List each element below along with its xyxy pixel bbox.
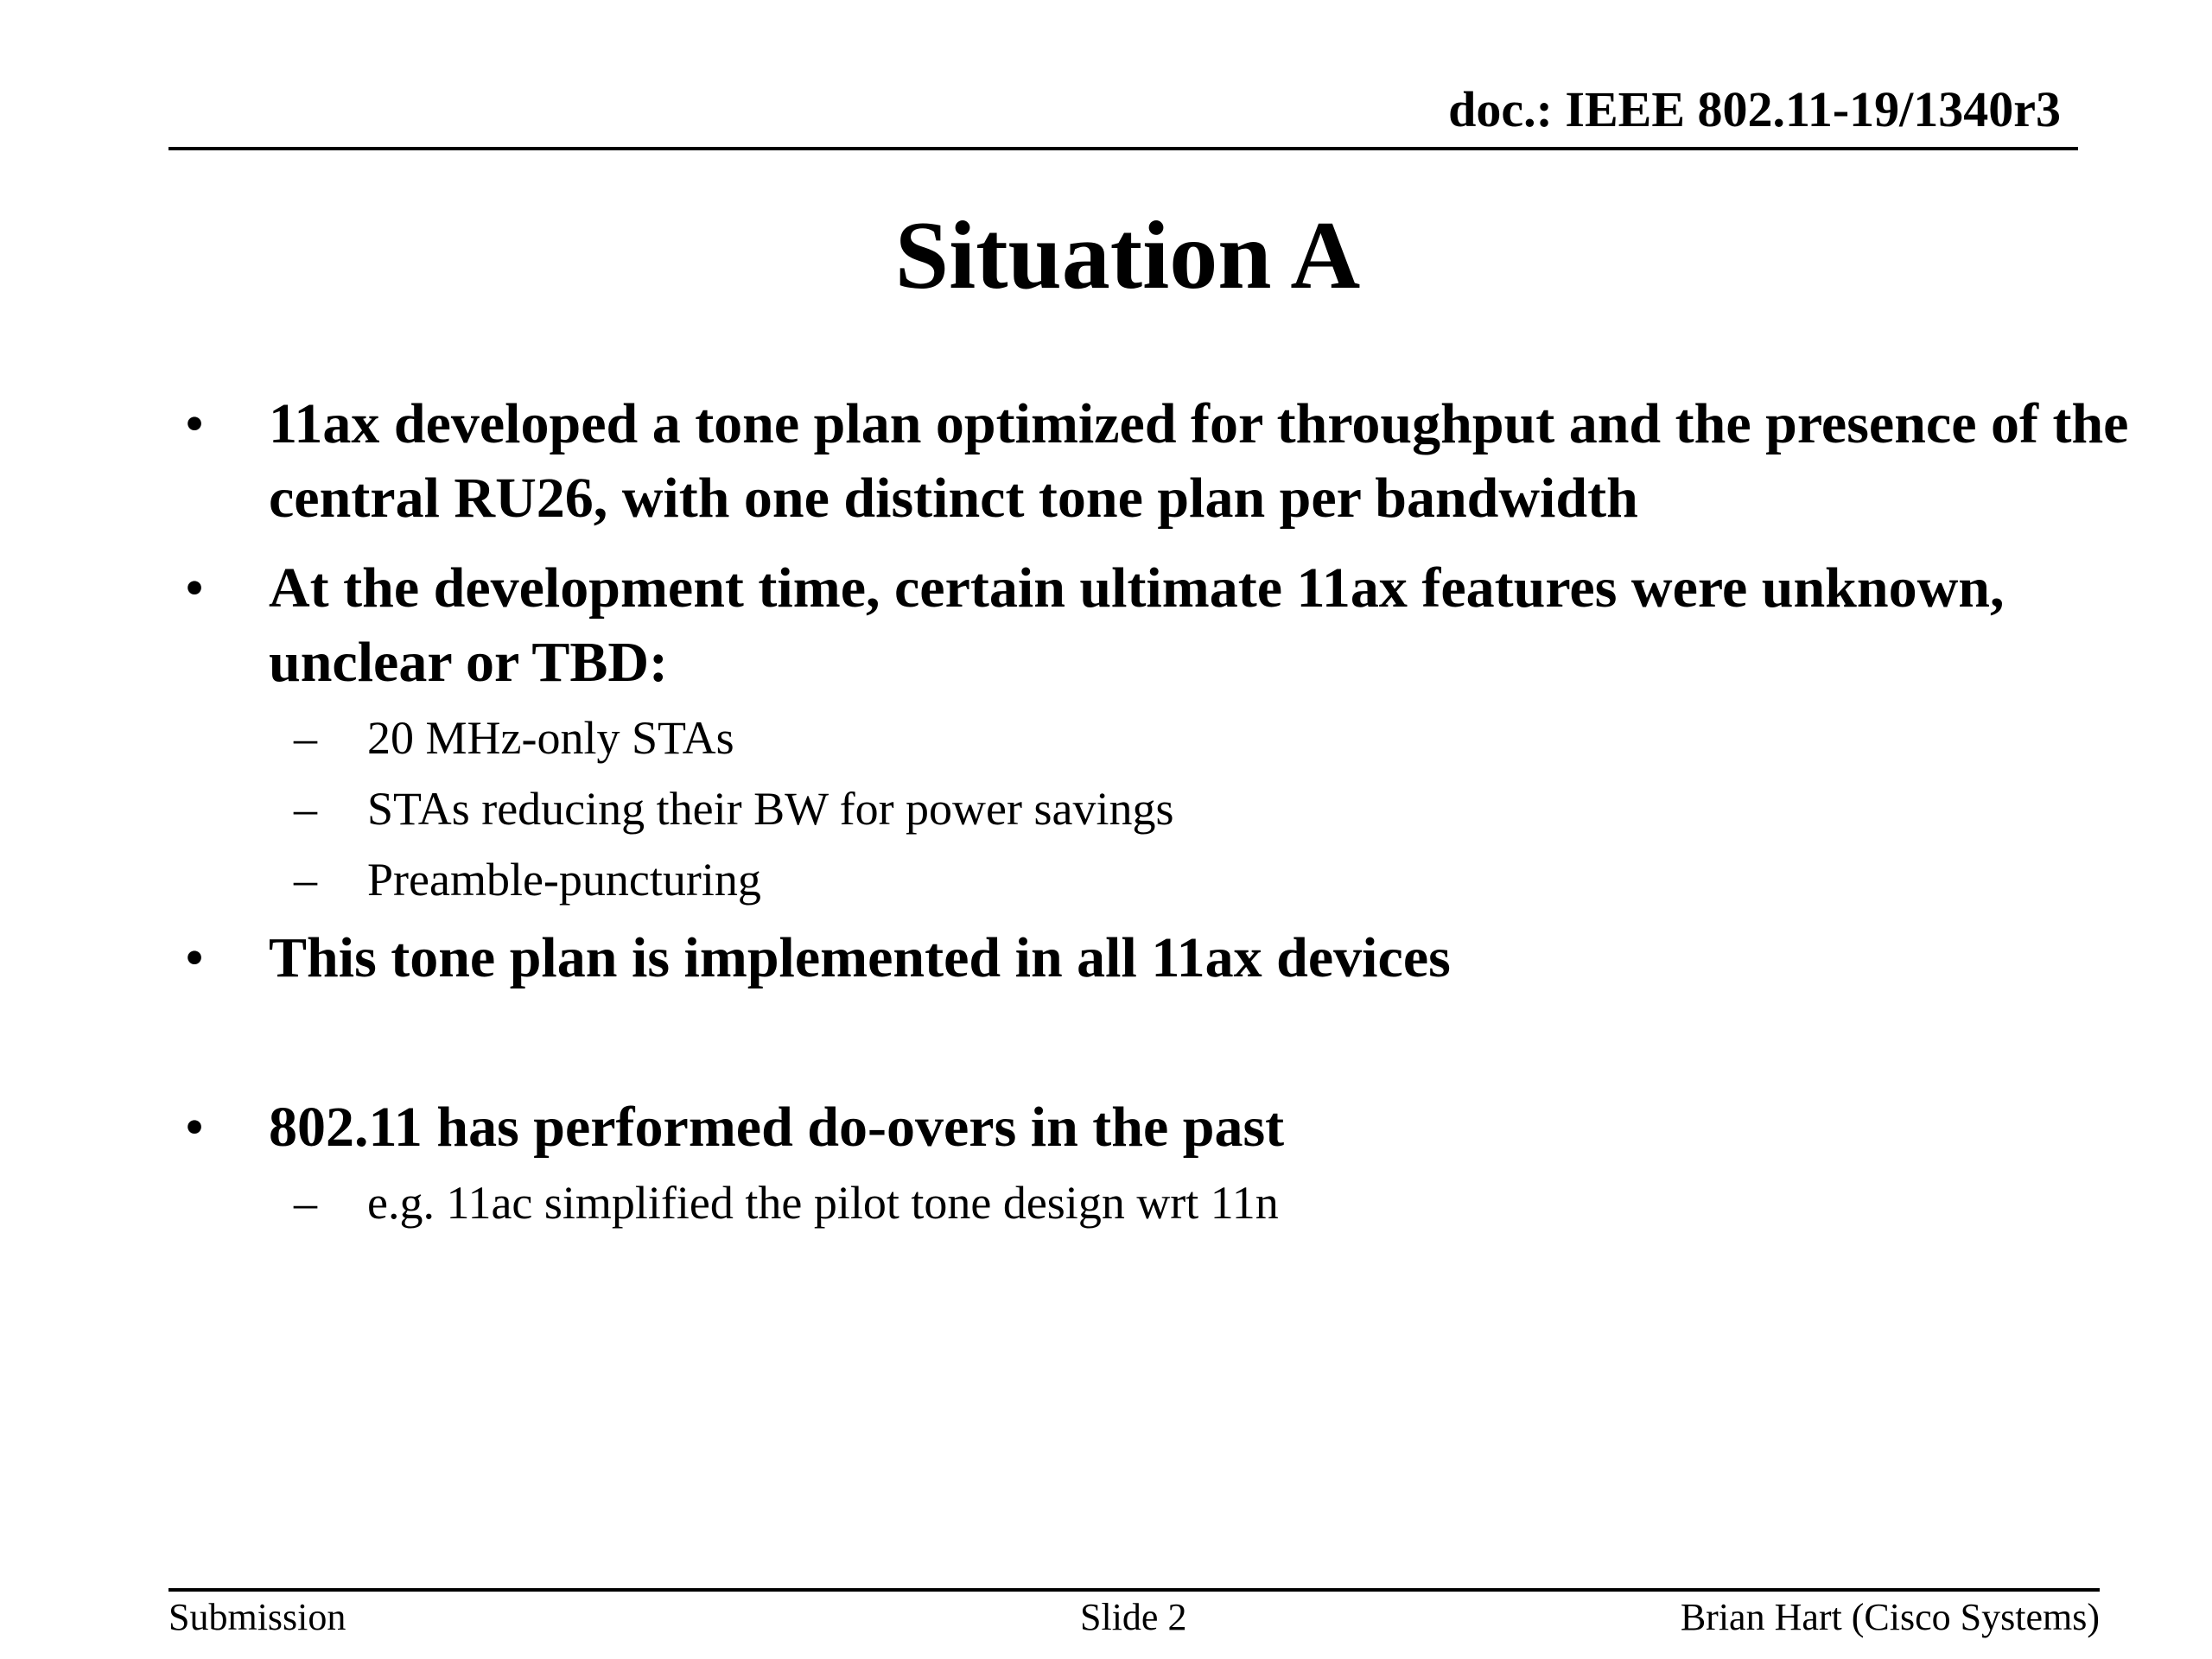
sub-bullet-marker: – xyxy=(294,854,317,906)
sub-bullet-item xyxy=(177,712,2199,764)
bullet-marker: • xyxy=(184,392,205,455)
document-id: doc.: IEEE 802.11-19/1340r3 xyxy=(1448,81,2061,137)
header-rule xyxy=(168,147,2078,150)
footer-submission: Submission xyxy=(168,1596,346,1638)
sub-bullet-item xyxy=(177,783,2199,835)
sub-bullet-text: Preamble-puncturing xyxy=(367,854,761,906)
bullet-text: 11ax developed a tone plan optimized for throughput and the presence of the central RU26, with one distinct tone plan per bandwidth xyxy=(269,392,2129,530)
slide-content xyxy=(177,387,2199,1229)
footer-author: Brian Hart (Cisco Systems) xyxy=(1680,1596,2100,1638)
footer-rule xyxy=(168,1588,2100,1592)
bullet-marker: • xyxy=(184,1096,205,1159)
bullet-text: This tone plan is implemented in all 11ax devices xyxy=(269,926,1451,989)
slide-title: Situation A xyxy=(894,202,1361,309)
sub-bullet-item xyxy=(177,1177,2199,1229)
footer-slide-number: Slide 2 xyxy=(1080,1596,1187,1638)
sub-bullet-marker: – xyxy=(294,712,317,764)
sub-bullet-marker: – xyxy=(294,783,317,835)
sub-bullet-text: STAs reducing their BW for power savings xyxy=(367,783,1174,835)
bullet-text: 802.11 has performed do-overs in the past xyxy=(269,1096,1285,1159)
sub-bullet-text: e.g. 11ac simplified the pilot tone design wrt 11n xyxy=(367,1177,1279,1229)
sub-bullet-text: 20 MHz-only STAs xyxy=(367,712,734,764)
bullet-text: At the development time, certain ultimate 11ax features were unknown, unclear or TBD: xyxy=(269,556,2005,694)
bullet-marker: • xyxy=(184,556,205,620)
bullet-marker: • xyxy=(184,926,205,989)
bullet-item xyxy=(177,551,2199,700)
sub-bullet-marker: – xyxy=(294,1177,317,1229)
bullet-item xyxy=(177,1090,2199,1165)
sub-bullet-item xyxy=(177,854,2199,906)
bullet-item xyxy=(177,387,2199,536)
bullet-item xyxy=(177,921,2199,995)
